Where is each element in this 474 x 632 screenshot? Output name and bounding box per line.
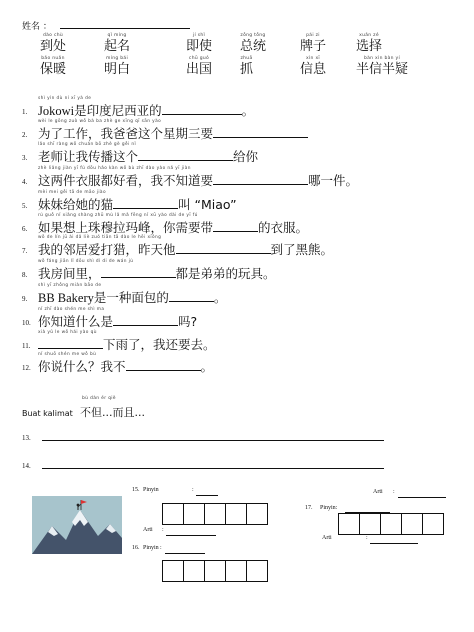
name-field[interactable] [60,28,190,29]
q16-pinyin-field[interactable] [165,553,205,554]
sentence-after-blank: 都是弟弟的玩具。 [175,266,276,281]
answer-blank[interactable] [101,266,176,278]
vocab-pinyin: bǎo nuǎn [41,56,65,61]
line-number-13: 13. [22,434,31,442]
question-pinyin: wèi le gōng zuò wǒ bà ba zhè ge xīng qī sān yào [38,119,162,124]
question-sentence [38,126,308,142]
question-item [22,190,452,212]
sentence-before-blank: 这两件衣服都好看，我不知道要 [38,173,214,188]
question-number: 10. [22,319,31,327]
q17-arti-field[interactable] [398,497,446,498]
vocab-word: 出国 [186,62,213,77]
q15-arti-label: Arti [143,527,153,533]
vocab-pinyin: qǐ míng [107,33,127,38]
question-item [22,259,452,281]
question-pinyin: nǐ shuō shén me wǒ bù [38,352,97,357]
q16-number: 16. [132,545,140,551]
answer-blank[interactable] [38,337,103,349]
question-sentence [38,314,197,330]
sentence-after-blank: 叫 “Miao” [178,197,237,212]
q17-arti-colon-2: : [366,535,368,541]
question-pinyin: lǎo shī ràng wǒ chuán bō zhè gè gěi nǐ [38,142,137,147]
question-item [22,330,452,352]
sentence-after-blank: 下雨了，我还要去。 [103,337,216,352]
vocab-item [356,32,382,54]
sentence-before-blank: 如果想上珠穆拉玛峰，你需要带 [38,220,214,235]
sentence-after-blank: 的衣服。 [258,220,309,235]
q17-arti-colon: : [393,489,395,495]
answer-blank[interactable] [113,197,178,209]
sentence-after-blank: 。 [241,103,255,118]
question-number: 9. [22,295,28,303]
question-pinyin: rú guǒ nǐ xiǎng shàng zhū mù lǎ mǎ fēng nǐ xū yào dài de yī fú [38,213,198,218]
mountain-icon [32,496,122,554]
sentence-before-blank: 你说什么？我不 [38,359,126,374]
question-number: 5. [22,202,28,210]
vocab-item [240,55,253,77]
question-number: 12. [22,364,31,372]
q17-arti-label-2: Arti [322,535,332,541]
question-item [22,213,452,235]
answer-blank[interactable] [176,242,271,254]
sentence-before-blank: 我房间里， [38,266,101,281]
question-sentence [38,197,237,213]
sentence-before-blank: 妹妹给她的猫 [38,197,114,212]
vocab-pinyin: jí shǐ [192,33,206,38]
vocab-pinyin: bàn xìn bàn yí [363,56,401,61]
sentence-prefix: BB Bakery [38,291,94,305]
mountain-climber-picture [32,496,122,554]
vocab-word: 即使 [186,39,213,54]
sentence-prefix: Jokowi [38,104,75,118]
vocab-item [356,55,408,77]
question-sentence [38,173,358,189]
q17-number: 17. [305,505,313,511]
q15-arti-colon: : [162,527,164,533]
question-sentence [38,220,308,236]
question-sentence [38,290,226,306]
q15-pinyin-label: Pinyin [143,487,159,493]
vocab-word: 信息 [300,62,327,77]
question-number: 8. [22,271,28,279]
answer-blank[interactable] [213,126,308,138]
vocab-pinyin: dào chù [42,33,64,38]
sentence-pattern: 不但...而且... [80,406,145,419]
answer-blank[interactable] [138,149,233,161]
q15-arti-field[interactable] [166,535,216,536]
question-item [22,283,452,305]
question-sentence [38,359,213,375]
question-item [22,307,452,329]
question-pinyin: wǒ fáng jiān lǐ dōu shì dì di de wán jù [38,259,134,264]
vocab-item [186,55,212,77]
vocab-item [186,32,212,54]
question-number: 6. [22,225,28,233]
question-item [22,119,452,141]
vocab-word: 保暖 [40,62,67,77]
vocab-pinyin: xìn xī [306,56,320,61]
question-pinyin: wǒ de lín jū ài dǎ liè zuó tiān tā dào le hēi xióng [38,235,162,240]
q16-colon: : [160,545,162,551]
q17-arti-field-2[interactable] [370,543,418,544]
q17-character-boxes[interactable] [338,513,443,535]
vocab-item [40,55,66,77]
question-number: 11. [22,342,31,350]
answer-blank[interactable] [213,173,308,185]
vocab-item [104,32,130,54]
vocab-item [240,32,266,54]
vocab-item [40,32,66,54]
vocab-word: 抓 [240,62,254,77]
question-number: 4. [22,178,28,186]
name-label: 姓名 ： [22,22,52,32]
sentence-before-blank: 是印度尼西亚的 [74,103,162,118]
sentence-after-blank: 到了黑熊。 [270,242,334,257]
question-number: 2. [22,131,28,139]
answer-blank[interactable] [113,314,178,326]
question-pinyin: xià yǔ le wǒ hái yào qù [38,330,97,335]
vocab-item [104,55,130,77]
question-pinyin: mèi mei gěi tā de māo jiào [38,190,106,195]
q16-character-boxes[interactable] [162,560,267,582]
answer-blank[interactable] [126,359,201,371]
q15-number: 15. [132,487,140,493]
q15-pinyin-field[interactable] [196,495,218,496]
line-number-14: 14. [22,462,31,470]
question-sentence [38,242,333,258]
q17-arti-label: Arti [373,489,383,495]
question-item [22,142,452,164]
sentence-after-blank: 给你 [233,149,259,164]
q15-colon: : [192,487,194,493]
vocab-item [300,32,326,54]
vocab-word: 明白 [104,62,131,77]
answer-blank[interactable] [213,220,258,232]
answer-blank[interactable] [169,290,214,302]
q17-pinyin-label: Pinyin: [320,505,338,511]
vocab-word: 半信半疑 [356,62,409,77]
vocab-word: 选择 [356,39,383,54]
answer-blank[interactable] [162,103,242,115]
sentence-before-blank: 我的邻居爱打猎，昨天他 [38,242,176,257]
write-line-14[interactable] [42,468,384,469]
vocab-item [300,55,326,77]
sentence-after-blank: 。 [200,359,214,374]
sentence-before-blank: 老师让我传播这个 [38,149,139,164]
question-number: 3. [22,154,28,162]
pattern-pinyin: bù dàn ér qiě [82,396,116,401]
vocab-word: 起名 [104,39,131,54]
question-pinyin: shì yī zhǒng miàn bāo de [38,283,102,288]
sentence-after-blank: 。 [213,290,227,305]
vocab-pinyin: xuǎn zé [359,33,379,38]
question-sentence [38,266,276,282]
vocab-pinyin: pái zi [306,33,320,38]
q15-character-boxes[interactable] [162,503,267,525]
question-item [22,352,452,374]
vocab-pinyin: zǒng tǒng [240,33,266,38]
vocab-word: 总统 [240,39,267,54]
vocab-pinyin: míng bái [105,56,129,61]
question-pinyin: zhè liǎng jiàn yī fú dōu hǎo kàn wǒ bù zhī dào yào nǎ yī jiàn [38,166,191,171]
sentence-task-label: Buat kalimat [22,409,73,418]
question-item [22,96,452,118]
vocab-word: 到处 [40,39,67,54]
vocab-pinyin: chū guó [188,56,210,61]
sentence-before-blank: 你知道什么是 [38,314,114,329]
question-pinyin: shì yìn dù ní xī yà de [38,96,92,101]
sentence-after-blank: 哪一件。 [308,173,359,188]
sentence-before-blank: 是一种面包的 [93,290,169,305]
sentence-after-blank: 吗? [178,314,198,329]
q16-pinyin-label: Pinyin [143,545,159,551]
sentence-before-blank: 为了工作，我爸爸这个星期三要 [38,126,214,141]
question-number: 7. [22,247,28,255]
question-sentence [38,149,258,165]
question-sentence [38,337,216,353]
question-item [22,166,452,188]
question-item [22,235,452,257]
write-line-13[interactable] [42,440,384,441]
vocab-pinyin: zhuā [240,56,253,61]
question-sentence [38,103,254,119]
question-pinyin: nǐ zhī dào shén me shì ma [38,307,105,312]
question-number: 1. [22,108,28,116]
vocab-word: 牌子 [300,39,327,54]
